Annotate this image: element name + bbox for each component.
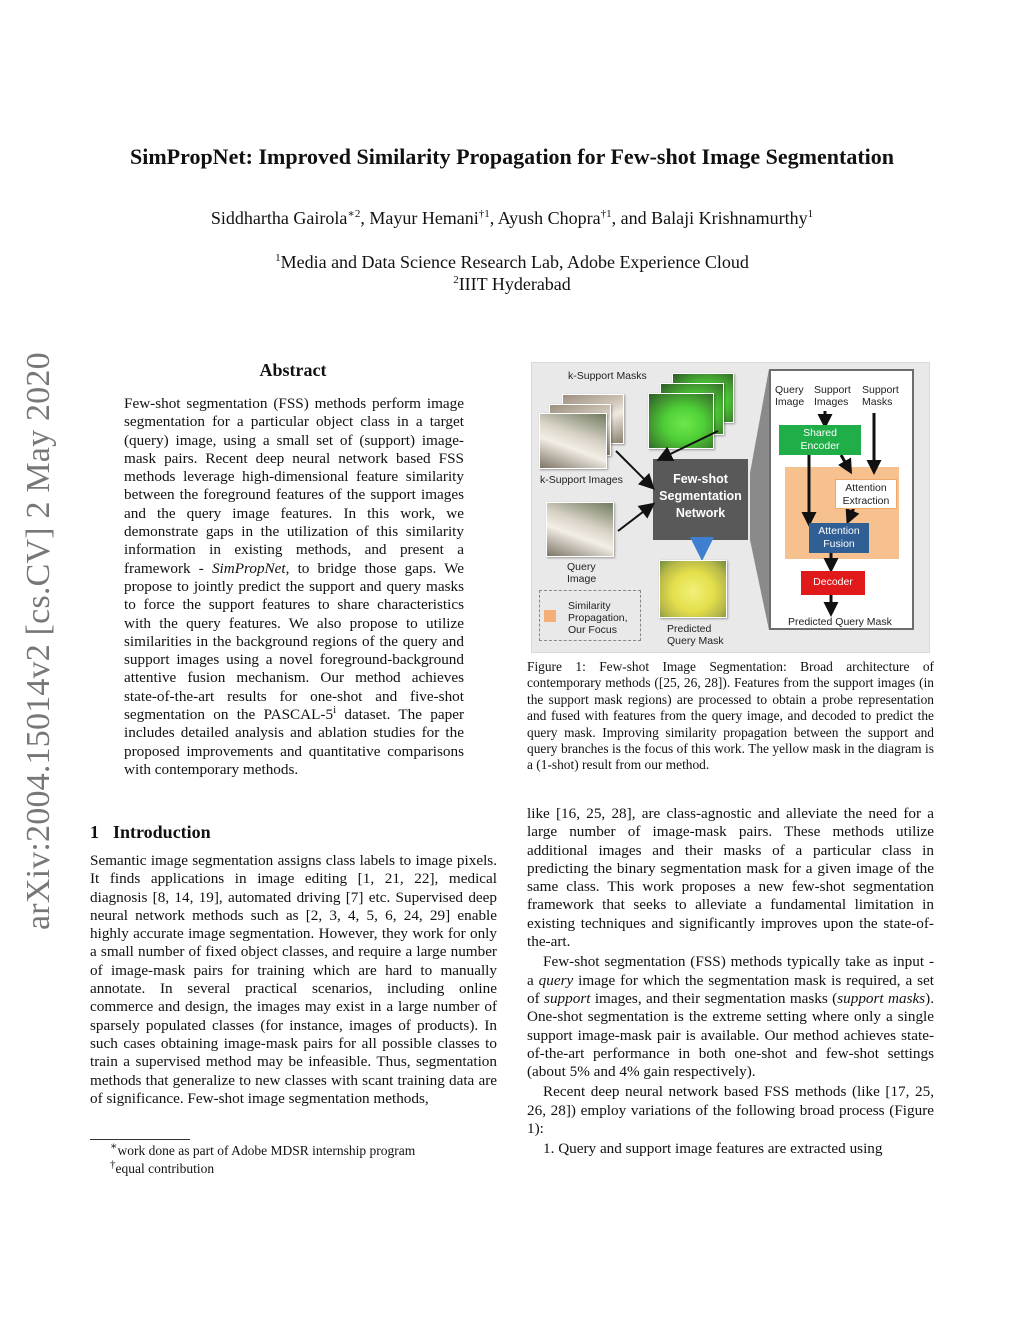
footnote bbox=[110, 1140, 416, 1159]
intro-right-column bbox=[527, 805, 934, 1161]
abstract-text: , to bridge those gaps. We propose to jointly predict the support and query masks to force the support features to share characteristics with the query features. We also propose to utilize similarities in the background regions of the query and support images using a novel foreground-background attentive fusion mechanism. Our method achieves state-of-the-art results for one-shot and five-shot segmentation on the PASCAL-5 bbox=[124, 559, 464, 724]
footnote bbox=[110, 1158, 215, 1177]
few-shot-network-block: Few-shot Segmentation Network bbox=[653, 459, 748, 540]
footnote-mark: ∗ bbox=[110, 1140, 118, 1153]
footnote-text: work done as part of Adobe MDSR internship program bbox=[117, 1143, 416, 1158]
col-support-masks: Support Masks bbox=[862, 384, 899, 408]
author-list bbox=[40, 208, 984, 229]
framework-name: SimPropNet bbox=[211, 559, 286, 577]
affiliation-text: Media and Data Science Research Lab, Adobe Experience Cloud bbox=[280, 252, 749, 272]
author-name: , Mayur Hemani bbox=[360, 208, 479, 228]
predicted-mask-image bbox=[659, 560, 727, 618]
panel-output-label: Predicted Query Mask bbox=[788, 616, 892, 628]
footnote-text: equal contribution bbox=[115, 1161, 215, 1176]
author-mark: 1 bbox=[807, 208, 814, 220]
text: image for which the segmentation mask is required, a set of bbox=[527, 971, 934, 1007]
affiliation bbox=[40, 274, 984, 295]
figure-architecture-diagram bbox=[531, 362, 930, 653]
abstract-body bbox=[124, 395, 464, 779]
footnote-rule bbox=[90, 1139, 190, 1140]
arrow bbox=[841, 455, 849, 469]
text: support bbox=[544, 989, 591, 1007]
text: images, and their segmentation masks ( bbox=[590, 989, 838, 1007]
abstract-text: Few-shot segmentation (FSS) methods perform image segmentation for a particular object class in a target (query) image, using a small set of (support) image-mask pairs. Recent deep neural network based FSS methods leverage high-dimensional feature similarity between the foreground features of the support images and the query image features. In this work, we demonstrate gaps in the utilization of this similarity information in existing methods, and present a framework - bbox=[124, 395, 464, 577]
section-heading bbox=[90, 822, 211, 843]
zoom-connector bbox=[750, 369, 769, 630]
footnote-mark: † bbox=[110, 1158, 116, 1171]
author-name: , and Balaji Krishnamurthy bbox=[611, 208, 808, 228]
text: ). One-shot segmentation is the extreme setting where only a single support image-mask pair is available. Our method achieves state-of-the-art performance in both one-shot and few-shot settings (about 5% and 4% gain respectively). bbox=[527, 989, 934, 1081]
attention-fusion-block: Attention Fusion bbox=[809, 523, 869, 553]
section-title: Introduction bbox=[113, 822, 211, 842]
author-mark: †1 bbox=[600, 208, 612, 220]
affiliation bbox=[40, 252, 984, 273]
col-support-images: Support Images bbox=[814, 384, 851, 408]
paper-title: SimPropNet: Improved Similarity Propagation for Few-shot Image Segmentation bbox=[129, 144, 895, 169]
author-name: Siddhartha Gairola bbox=[210, 208, 348, 228]
affiliation-text: IIIT Hyderabad bbox=[458, 274, 571, 294]
paragraph: like [16, 25, 28], are class-agnostic and alleviate the need for a large number of image-mask pairs. These methods utilize additional images and their masks of a particular class in predicting the binary segmentation mask for a given image of the same class. This work proposes a new few-shot segmentation framework that seeks to alleviate a fundamental limitation in existing techniques and significantly improves upon the state-of-the-art. bbox=[527, 805, 934, 951]
legend-label: Similarity Propagation, Our Focus bbox=[568, 600, 628, 636]
arrow bbox=[660, 431, 718, 459]
abstract-text: dataset. The paper includes detailed analysis and ablation studies for the proposed improvements and quantitative comparisons with contemporary methods. bbox=[124, 706, 464, 778]
abstract-heading: Abstract bbox=[259, 360, 327, 380]
k-support-masks-label: k-Support Masks bbox=[568, 370, 647, 382]
predicted-mask-label: Predicted Query Mask bbox=[667, 623, 724, 647]
author-mark: ∗2 bbox=[347, 208, 361, 220]
arrow bbox=[618, 505, 652, 531]
affiliation-mark: 2 bbox=[453, 274, 459, 286]
author-name: , Ayush Chopra bbox=[489, 208, 601, 228]
k-support-images-label: k-Support Images bbox=[540, 474, 623, 486]
affiliation-mark: 1 bbox=[275, 252, 281, 264]
arrow bbox=[616, 451, 652, 487]
arxiv-side-stamp: arXiv:2004.15014v2 [cs.CV] 2 May 2020 bbox=[20, 352, 57, 930]
author-mark: †1 bbox=[478, 208, 490, 220]
paragraph: Recent deep neural network based FSS methods (like [17, 25, 26, 28]) employ variations of the following broad process (Figure 1): bbox=[527, 1083, 934, 1138]
query-image-label: Query Image bbox=[567, 561, 597, 585]
text: query bbox=[538, 971, 574, 989]
intro-left-column: Semantic image segmentation assigns class labels to image pixels. It finds applications in image editing [1, 21, 22], medical diagnosis [8, 14, 19], automated driving [7] etc. Supervised deep neural network methods such as [2, 3, 4, 5, 6, 24, 29] enable highly accurate image segmentation. However, they work for only a small number of fixed object classes, and require a large number of image-mask pairs for training which are hard to manually annotate. In several practical scenarios, including online commerce and design, the images may exist in a large number of sparsely populated classes (for instance, images of products). In such cases obtaining image-mask pairs for all possible classes to train a supervised method may be infeasible. Thus, segmentation methods that generalize to new classes with scant training data are of significance. Few-shot image segmentation methods, bbox=[90, 852, 497, 1107]
text: support masks bbox=[837, 989, 926, 1007]
col-query-image: Query Image bbox=[775, 384, 805, 408]
attention-extraction-block: Attention Extraction bbox=[835, 479, 897, 509]
shared-encoder-block: Shared Encoder bbox=[779, 425, 861, 455]
section-number: 1 bbox=[90, 822, 99, 842]
figure-caption: Figure 1: Few-shot Image Segmentation: Broad architecture of contemporary methods ([25, 26, 28]). Features from the support images (in the support mask regions) are processed to obtain a probe representation and fused with features from the query image, and decoded to predict the query mask. Improving similarity propagation between the support and query branches is the focus of this work. The yellow mask in the diagram is a (1-shot) result from our method. bbox=[527, 659, 934, 773]
paragraph bbox=[527, 953, 934, 1081]
decoder-block: Decoder bbox=[801, 571, 865, 595]
text: Few-shot segmentation (FSS) methods typically take as input - a bbox=[527, 953, 934, 989]
detail-panel bbox=[769, 369, 914, 630]
list-item: 1. Query and support image features are extracted using bbox=[543, 1140, 883, 1158]
abstract-sup: i bbox=[333, 703, 337, 716]
